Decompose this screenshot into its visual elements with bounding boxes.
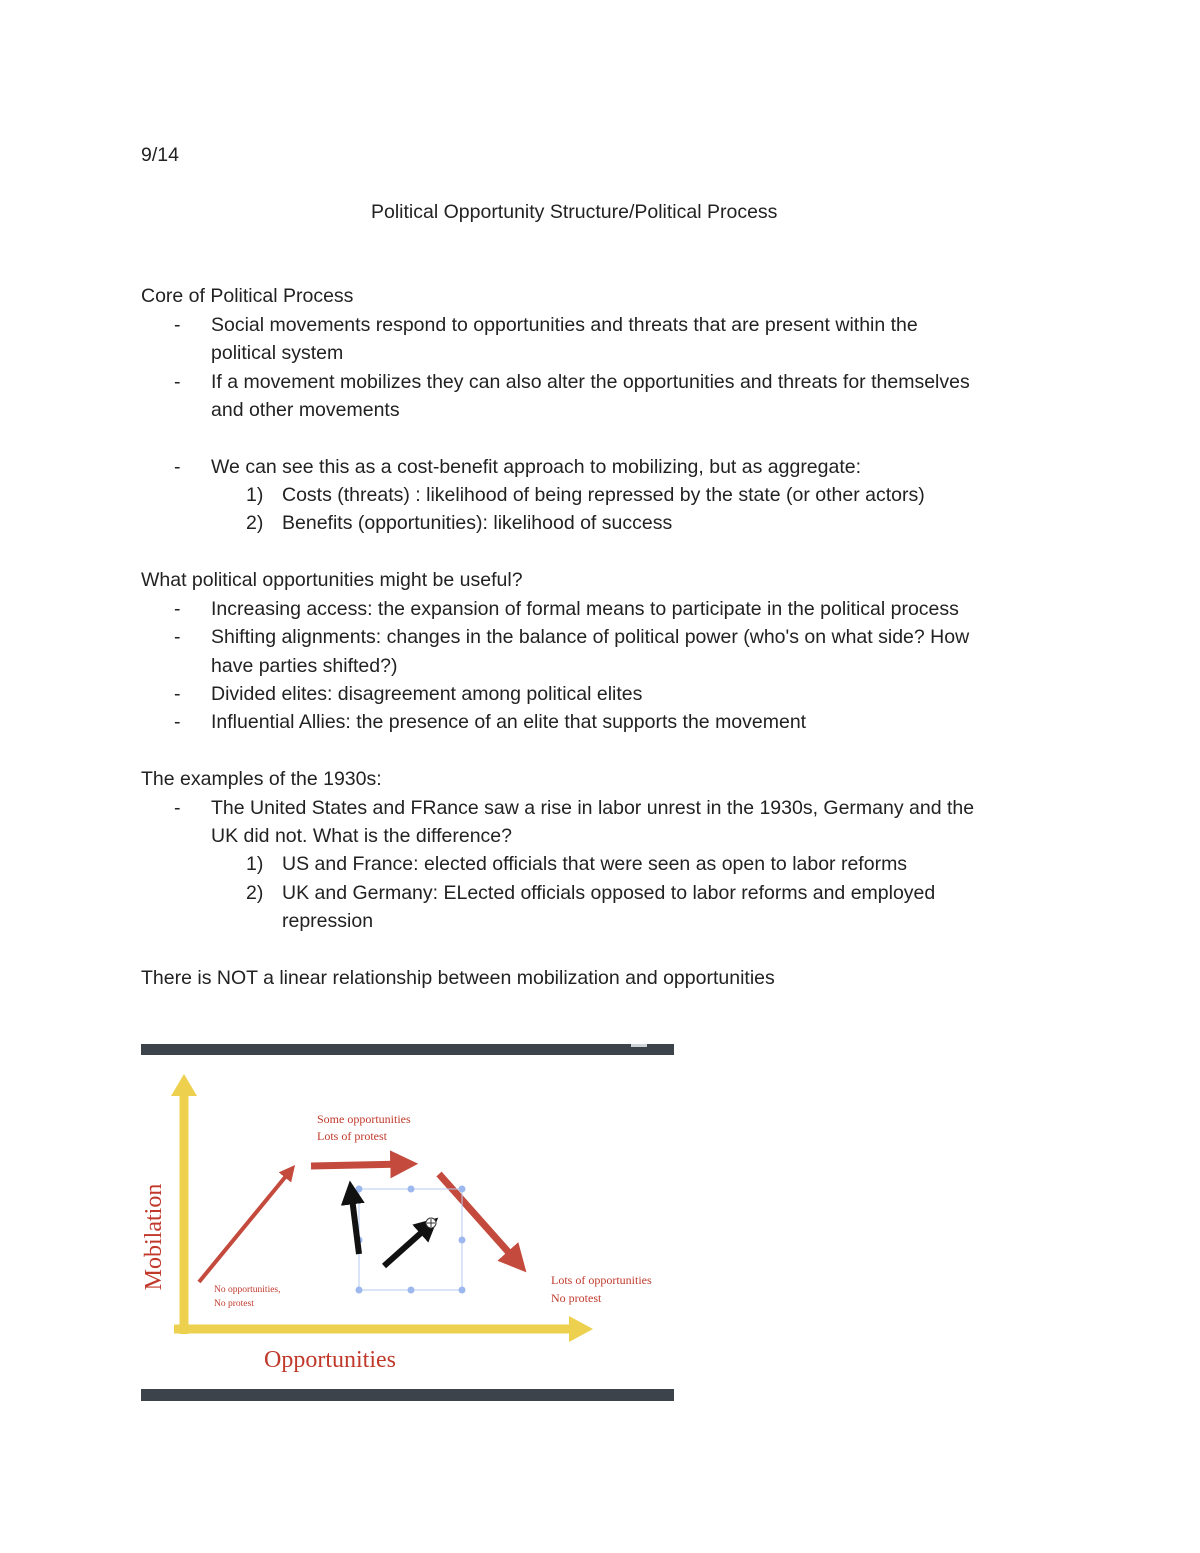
list-item-text: If a movement mobilizes they can also alter the opportunities and threats for themselves xyxy=(211,371,970,393)
bottom-bar xyxy=(141,1389,674,1401)
item-number: 2) xyxy=(246,512,264,534)
list-item-text: have parties shifted?) xyxy=(211,655,398,677)
list-item-text: We can see this as a cost-benefit approach to mobilizing, but as aggregate: xyxy=(211,456,862,478)
opportunity-mobilization-figure xyxy=(141,1044,674,1401)
closing-statement: There is NOT a linear relationship between mobilization and opportunities xyxy=(141,967,775,989)
section-heading-opportunities: What political opportunities might be useful? xyxy=(141,569,523,591)
item-number: 1) xyxy=(246,853,264,875)
numbered-item-text: US and France: elected officials that were seen as open to labor reforms xyxy=(282,853,908,875)
selection-handle[interactable] xyxy=(356,1186,363,1193)
falling-arrow xyxy=(439,1174,519,1264)
bullet-marker: - xyxy=(174,626,181,648)
list-item-text: political system xyxy=(211,342,344,364)
black-arrow-diagonal xyxy=(384,1224,431,1266)
list-item-text: Influential Allies: the presence of an elite that supports the movement xyxy=(211,711,807,733)
list-item-text: Increasing access: the expansion of formal means to participate in the political process xyxy=(211,598,959,620)
bullet-marker: - xyxy=(174,371,181,393)
selection-handle[interactable] xyxy=(408,1287,415,1294)
figure-canvas xyxy=(141,1044,674,1401)
label-mid-line2: Lots of protest xyxy=(317,1129,387,1143)
plateau-arrow xyxy=(311,1164,407,1166)
y-axis xyxy=(171,1074,197,1334)
selection-handle[interactable] xyxy=(459,1237,466,1244)
numbered-item-text: Benefits (opportunities): likelihood of success xyxy=(282,512,673,534)
black-arrow-vertical xyxy=(351,1190,359,1254)
numbered-item-text: repression xyxy=(282,910,374,932)
move-cursor-icon xyxy=(426,1218,436,1228)
label-low-line2: No protest xyxy=(214,1299,254,1309)
list-item-text: and other movements xyxy=(211,399,400,421)
x-axis-label: Opportunities xyxy=(264,1347,396,1373)
bullet-marker: - xyxy=(174,711,181,733)
bullet-marker: - xyxy=(174,683,181,705)
bullet-marker: - xyxy=(174,314,181,336)
bullet-marker: - xyxy=(174,598,181,620)
label-low-line1: No opportunities, xyxy=(214,1285,281,1295)
bullet-marker: - xyxy=(174,456,181,478)
date: 9/14 xyxy=(141,144,179,166)
bullet-marker: - xyxy=(174,797,181,819)
label-mid-line1: Some opportunities xyxy=(317,1112,411,1126)
label-high-line1: Lots of opportunities xyxy=(551,1273,652,1287)
selection-handle[interactable] xyxy=(459,1186,466,1193)
y-axis-label: Mobilation xyxy=(141,1183,167,1291)
x-axis xyxy=(174,1316,593,1342)
section-heading-examples: The examples of the 1930s: xyxy=(141,768,382,790)
list-item-text: UK did not. What is the difference? xyxy=(211,825,512,847)
page-title: Political Opportunity Structure/Political Process xyxy=(371,201,778,223)
top-bar-tab xyxy=(631,1044,647,1047)
list-item-text: The United States and FRance saw a rise in labor unrest in the 1930s, Germany and the xyxy=(211,797,975,819)
list-item-text: Social movements respond to opportunities and threats that are present within the xyxy=(211,314,918,336)
list-item-text: Divided elites: disagreement among political elites xyxy=(211,683,643,705)
numbered-item-text: Costs (threats) : likelihood of being repressed by the state (or other actors) xyxy=(282,484,925,506)
selection-handle[interactable] xyxy=(356,1287,363,1294)
selection-handle[interactable] xyxy=(459,1287,466,1294)
item-number: 2) xyxy=(246,882,264,904)
selection-handle[interactable] xyxy=(408,1186,415,1193)
rising-arrow xyxy=(199,1170,291,1282)
label-high-line2: No protest xyxy=(551,1291,602,1305)
list-item-text: Shifting alignments: changes in the balance of political power (who's on what side? How xyxy=(211,626,970,648)
section-heading-core: Core of Political Process xyxy=(141,285,354,307)
item-number: 1) xyxy=(246,484,264,506)
top-bar xyxy=(141,1044,674,1055)
numbered-item-text: UK and Germany: ELected officials opposed to labor reforms and employed xyxy=(282,882,936,904)
